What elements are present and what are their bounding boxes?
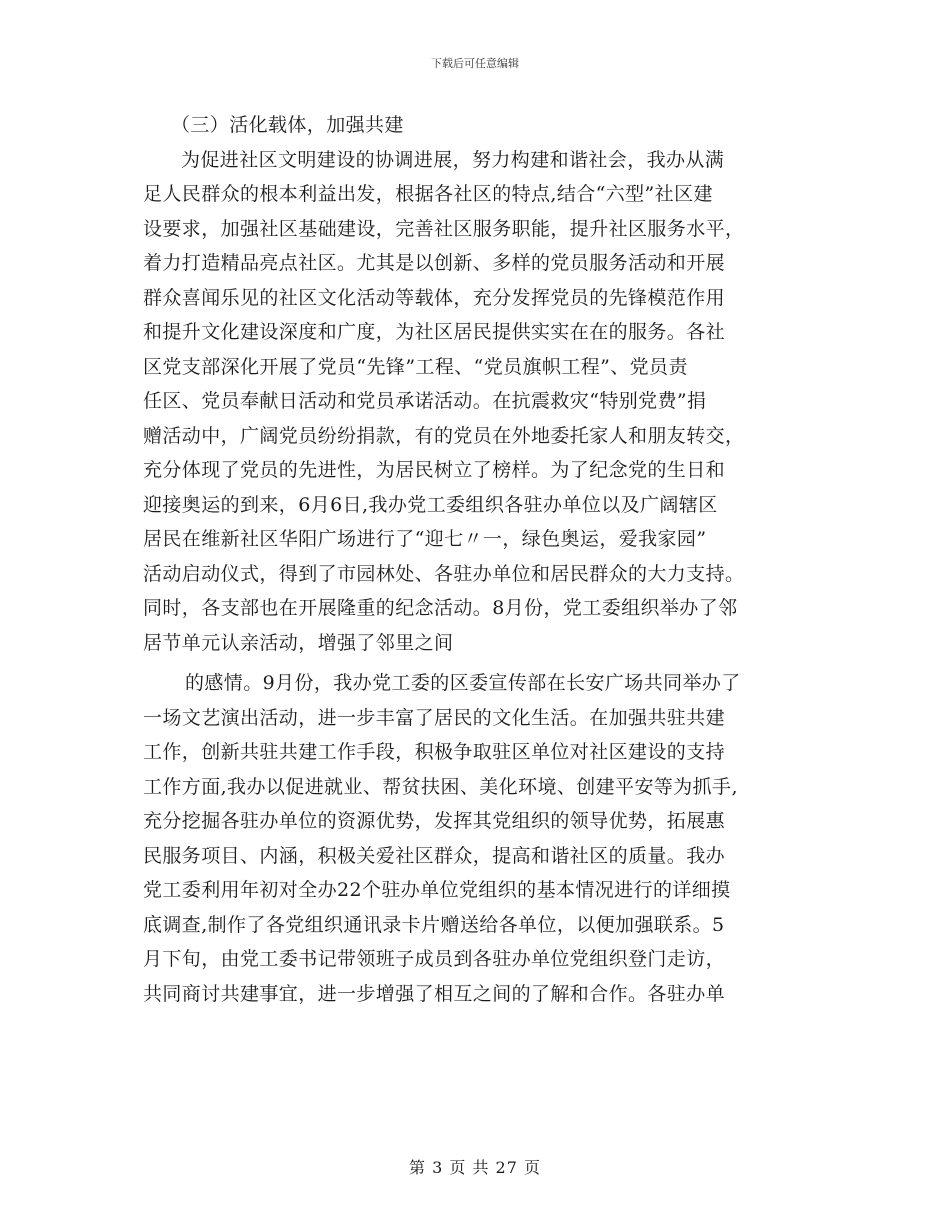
text-line: 设要求，加强社区基础建设，完善社区服务职能，提升社区服务水平，: [143, 217, 745, 240]
text-line: 共同商讨共建事宜，进一步增强了相互之间的了解和合作。各驻办单: [143, 982, 726, 1005]
page-number-footer: 第 3 页 共 27 页: [409, 1158, 541, 1177]
text-line: 的感情。9月份，我办党工委的区委宣传部在长安广场共同举办了: [185, 672, 741, 694]
text-line: 月下旬，由党工委书记带领班子成员到各驻办单位党组织登门走访，: [143, 948, 726, 970]
page-header: 下载后可任意编辑: [431, 57, 519, 70]
text-line: 工作，创新共驻共建工作手段，积极争取驻区单位对社区建设的支持: [143, 741, 726, 763]
text-line: 底调查,制作了各党组织通讯录卡片赠送给各单位，以便加强联系。5: [143, 913, 725, 936]
section-heading: （三）活化载体，加强共建: [171, 114, 404, 136]
text-line: 民服务项目、内涵，积极关爱社区群众，提高和谐社区的质量。我办: [143, 844, 726, 867]
text-line: 同时，各支部也在开展隆重的纪念活动。8月份，党工委组织举办了邻: [143, 597, 738, 619]
text-line: 和提升文化建设深度和广度，为社区居民提供实实在在的服务。各社: [143, 321, 726, 343]
text-line: 一场文艺演出活动，进一步丰富了居民的文化生活。在加强共驻共建: [143, 706, 726, 729]
text-line: 迎接奥运的到来，6月6日,我办党工委组织各驻办单位以及广阔辖区: [143, 493, 718, 516]
text-line: 赠活动中，广阔党员纷纷捐款，有的党员在外地委托家人和朋友转交，: [143, 424, 745, 447]
document-body: [143, 108, 813, 1011]
text-line: 党工委利用年初对全办22个驻办单位党组织的基本情况进行的详细摸: [143, 879, 731, 901]
paragraph-2: [143, 666, 813, 1011]
text-line: 任区、党员奉献日活动和党员承诺活动。在抗震救灾“特别党费”捐: [143, 390, 707, 412]
text-line: 群众喜闻乐见的社区文化活动等载体，充分发挥党员的先锋模范作用: [143, 286, 726, 309]
text-line: 为促进社区文明建设的协调进展，努力构建和谐社会，我办从满: [181, 148, 725, 171]
text-line: 居民在维新社区华阳广场进行了“迎七〃一，绿色奥运，爱我家园”: [143, 528, 707, 550]
paragraph-1: [143, 143, 813, 661]
text-line: 活动启动仪式，得到了市园林处、各驻办单位和居民群众的大力支持。: [143, 562, 745, 585]
text-line: 足人民群众的根本利益出发，根据各社区的特点,结合“六型”社区建: [143, 183, 713, 205]
text-line: 充分挖掘各驻办单位的资源优势，发挥其党组织的领导优势，拓展惠: [143, 810, 726, 832]
text-line: 工作方面,我办以促进就业、帮贫扶困、美化环境、创建平安等为抓手,: [143, 775, 738, 798]
text-line: 区党支部深化开展了党员“先锋”工程、“党员旗帜工程”、党员责: [143, 355, 688, 378]
text-line: 居节单元认亲活动，增强了邻里之间: [143, 631, 454, 654]
text-line: 充分体现了党员的先进性，为居民树立了榜样。为了纪念党的生日和: [143, 459, 726, 481]
text-line: 着力打造精品亮点社区。尤其是以创新、多样的党员服务活动和开展: [143, 252, 726, 274]
